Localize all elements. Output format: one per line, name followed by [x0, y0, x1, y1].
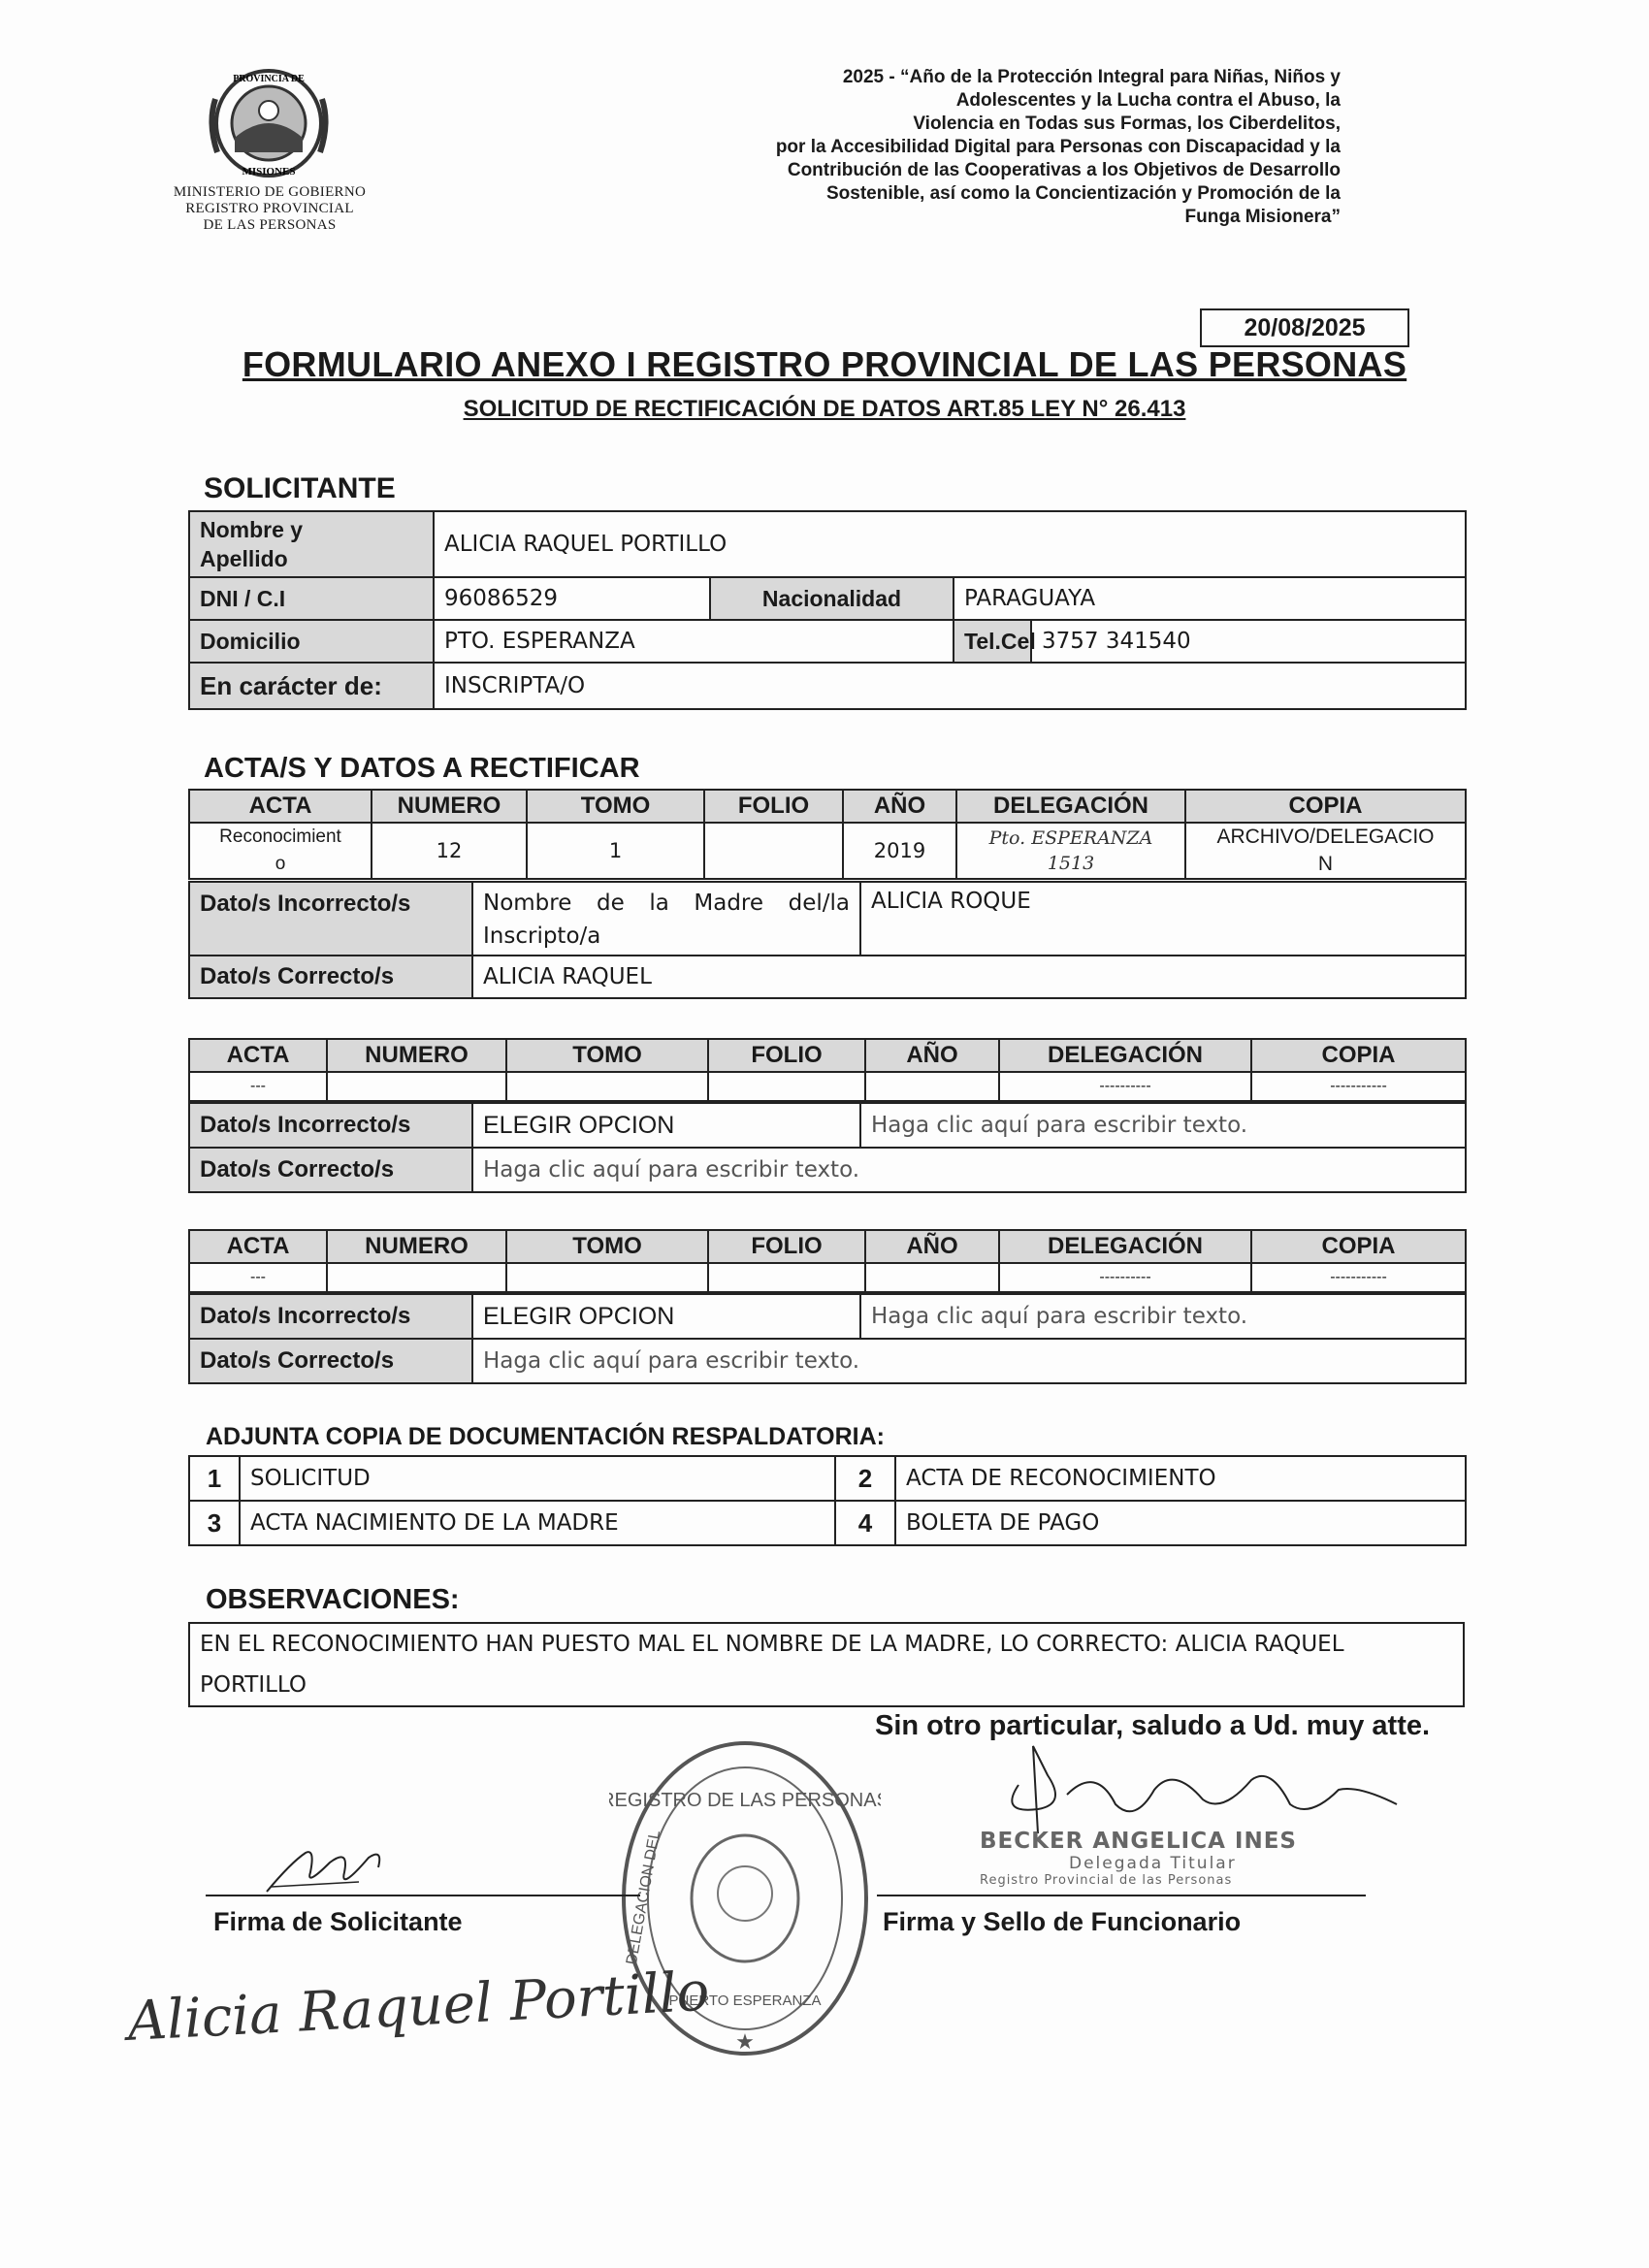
acta-block-3-data [188, 1293, 1467, 1384]
doc-item-label[interactable]: SOLICITUD [240, 1456, 835, 1501]
tomo-cell[interactable] [506, 1072, 708, 1101]
col-anio: AÑO [865, 1230, 999, 1263]
firma-funcionario-label: Firma y Sello de Funcionario [883, 1907, 1242, 1936]
col-copia: COPIA [1251, 1039, 1466, 1072]
tel-field[interactable]: 3757 341540 [1031, 620, 1466, 663]
acta-block-2-data [188, 1102, 1467, 1193]
col-copia: COPIA [1185, 790, 1466, 823]
motto-block [621, 66, 1341, 229]
doc-item-label[interactable]: ACTA NACIMIENTO DE LA MADRE [240, 1501, 835, 1545]
official-name: BECKER ANGELICA INES [980, 1829, 1297, 1854]
incorrect-label: Dato/s Incorrecto/s [189, 1103, 472, 1148]
seal-outer-text: REGISTRO DE LAS PERSONAS [609, 1790, 881, 1811]
motto-line: Funga Misionera” [1184, 207, 1341, 227]
numero-cell[interactable]: 12 [372, 823, 527, 879]
incorrect-value-input[interactable]: Haga clic aquí para escribir texto. [860, 1103, 1466, 1148]
doc-number: 3 [189, 1501, 240, 1545]
doc-number: 4 [835, 1501, 895, 1545]
col-folio: FOLIO [708, 1230, 865, 1263]
incorrect-label: Dato/s Incorrecto/s [189, 1294, 472, 1339]
dni-field[interactable]: 96086529 [434, 577, 710, 620]
name-label: Nombre y Apellido [189, 511, 434, 577]
official-stamp [980, 1829, 1368, 1888]
caracter-label: En carácter de: [189, 663, 434, 709]
handwritten-name: Alicia Raquel Portillo [126, 1960, 711, 2054]
dni-label: DNI / C.I [189, 577, 434, 620]
seal-left-text: DELEGACION DEL [624, 1829, 664, 1966]
delegacion-select[interactable]: ---------- [999, 1263, 1251, 1292]
form-subtitle: SOLICITUD DE RECTIFICACIÓN DE DATOS ART.85 LEY N° 26.413 [463, 396, 1186, 422]
motto-line: Adolescentes y la Lucha contra el Abuso, la [955, 90, 1341, 111]
solicitante-signature-line [206, 1895, 640, 1896]
correct-value-input[interactable]: Haga clic aquí para escribir texto. [472, 1148, 1466, 1192]
numero-cell[interactable] [327, 1263, 506, 1292]
ministry-line: MINISTERIO DE GOBIERNO [173, 184, 367, 200]
anio-cell[interactable] [865, 1072, 999, 1101]
solicitante-table [188, 510, 1467, 710]
funcionario-signature-line [877, 1895, 1366, 1896]
incorrect-field-select[interactable]: Nombre de la Madre del/la Inscripto/a [472, 882, 860, 956]
observaciones-table [188, 1622, 1465, 1707]
anio-cell[interactable]: 2019 [843, 823, 956, 879]
ministry-line: REGISTRO PROVINCIAL [185, 201, 354, 216]
actas-heading: ACTA/S Y DATOS A RECTIFICAR [204, 753, 640, 784]
official-org: Registro Provincial de las Personas [980, 1873, 1233, 1888]
doc-number: 2 [835, 1456, 895, 1501]
seal-inner-text: PUERTO ESPERANZA [668, 1993, 822, 2009]
official-role: Delegada Titular [1069, 1854, 1237, 1873]
acta-block-3-table [188, 1229, 1467, 1293]
acta-cell[interactable]: Reconocimient o [189, 823, 372, 879]
acta-select[interactable]: --- [189, 1263, 327, 1292]
adjunta-table [188, 1455, 1467, 1546]
form-title: FORMULARIO ANEXO I REGISTRO PROVINCIAL DE LAS PERSONAS [242, 344, 1407, 384]
delegacion-select[interactable]: ---------- [999, 1072, 1251, 1101]
correct-value[interactable]: ALICIA RAQUEL [472, 956, 1466, 998]
incorrect-label: Dato/s Incorrecto/s [189, 882, 472, 956]
correct-label: Dato/s Correcto/s [189, 1339, 472, 1383]
col-delegacion: DELEGACIÓN [999, 1039, 1251, 1072]
firma-solicitante-label: Firma de Solicitante [213, 1907, 463, 1936]
numero-cell[interactable] [327, 1072, 506, 1101]
crest-top-text: PROVINCIA DE [233, 74, 305, 84]
acta-block-1-data [188, 881, 1467, 999]
col-acta: ACTA [189, 1230, 327, 1263]
svg-text:★: ★ [735, 2029, 755, 2054]
col-folio: FOLIO [704, 790, 843, 823]
nacionalidad-field[interactable]: PARAGUAYA [954, 577, 1466, 620]
acta-block-2-table [188, 1038, 1467, 1102]
copia-select[interactable]: ----------- [1251, 1263, 1466, 1292]
incorrect-value-input[interactable]: Haga clic aquí para escribir texto. [860, 1294, 1466, 1339]
crest-logo [206, 60, 332, 186]
doc-number: 1 [189, 1456, 240, 1501]
nacionalidad-label: Nacionalidad [710, 577, 954, 620]
col-delegacion: DELEGACIÓN [956, 790, 1185, 823]
copia-cell[interactable]: ARCHIVO/DELEGACIO N [1185, 823, 1466, 879]
motto-line: Contribución de las Cooperativas a los Objetivos de Desarrollo [787, 160, 1341, 180]
solicitante-signature-scribble [262, 1843, 398, 1901]
doc-item-label[interactable]: BOLETA DE PAGO [895, 1501, 1466, 1545]
folio-cell[interactable] [708, 1263, 865, 1292]
incorrect-field-select[interactable]: ELEGIR OPCION [472, 1103, 860, 1148]
col-tomo: TOMO [506, 1039, 708, 1072]
motto-line: 2025 - “Año de la Protección Integral para Niñas, Niños y [842, 67, 1341, 87]
acta-select[interactable]: --- [189, 1072, 327, 1101]
correct-label: Dato/s Correcto/s [189, 1148, 472, 1192]
incorrect-field-select[interactable]: ELEGIR OPCION [472, 1294, 860, 1339]
tomo-cell[interactable]: 1 [527, 823, 704, 879]
caracter-field[interactable]: INSCRIPTA/O [434, 663, 1466, 709]
tomo-cell[interactable] [506, 1263, 708, 1292]
motto-line: Sostenible, así como la Concientización y Promoción de la [825, 183, 1341, 204]
correct-value-input[interactable]: Haga clic aquí para escribir texto. [472, 1339, 1466, 1383]
domicilio-label: Domicilio [189, 620, 434, 663]
col-tomo: TOMO [527, 790, 704, 823]
solicitante-heading: SOLICITANTE [204, 472, 396, 504]
correct-label: Dato/s Correcto/s [189, 956, 472, 998]
col-anio: AÑO [843, 790, 956, 823]
col-tomo: TOMO [506, 1230, 708, 1263]
col-acta: ACTA [189, 1039, 327, 1072]
col-numero: NUMERO [327, 1039, 506, 1072]
closing-text: Sin otro particular, saludo a Ud. muy atte. [875, 1710, 1431, 1741]
motto-line: Violencia en Todas sus Formas, los Ciberdelitos, [913, 113, 1341, 134]
incorrect-value[interactable]: ALICIA ROQUE [860, 882, 1466, 956]
col-numero: NUMERO [327, 1230, 506, 1263]
col-acta: ACTA [189, 790, 372, 823]
col-anio: AÑO [865, 1039, 999, 1072]
col-copia: COPIA [1251, 1230, 1466, 1263]
observaciones-field[interactable]: EN EL RECONOCIMIENTO HAN PUESTO MAL EL NOMBRE DE LA MADRE, LO CORRECTO: ALICIA RAQUEL PORTILLO [189, 1623, 1464, 1706]
col-numero: NUMERO [372, 790, 527, 823]
anio-cell[interactable] [865, 1263, 999, 1292]
observaciones-heading: OBSERVACIONES: [206, 1584, 460, 1615]
tel-label: Tel.Cel [954, 620, 1031, 663]
folio-cell[interactable] [708, 1072, 865, 1101]
date-box: 20/08/2025 [1200, 308, 1409, 347]
ministry-line: DE LAS PERSONAS [203, 217, 337, 233]
acta-block-1-table [188, 789, 1467, 880]
ministry-block [155, 184, 384, 234]
doc-item-label[interactable]: ACTA DE RECONOCIMIENTO [895, 1456, 1466, 1501]
motto-line: por la Accesibilidad Digital para Personas con Discapacidad y la [775, 137, 1341, 157]
folio-cell[interactable] [704, 823, 843, 879]
domicilio-field[interactable]: PTO. ESPERANZA [434, 620, 954, 663]
copia-select[interactable]: ----------- [1251, 1072, 1466, 1101]
name-field[interactable]: ALICIA RAQUEL PORTILLO [434, 511, 1466, 577]
adjunta-heading: ADJUNTA COPIA DE DOCUMENTACIÓN RESPALDATORIA: [206, 1423, 885, 1450]
col-delegacion: DELEGACIÓN [999, 1230, 1251, 1263]
crest-bottom-text: MISIONES [242, 166, 296, 178]
delegacion-cell[interactable]: Pto. ESPERANZA 1513 [956, 823, 1185, 879]
col-folio: FOLIO [708, 1039, 865, 1072]
